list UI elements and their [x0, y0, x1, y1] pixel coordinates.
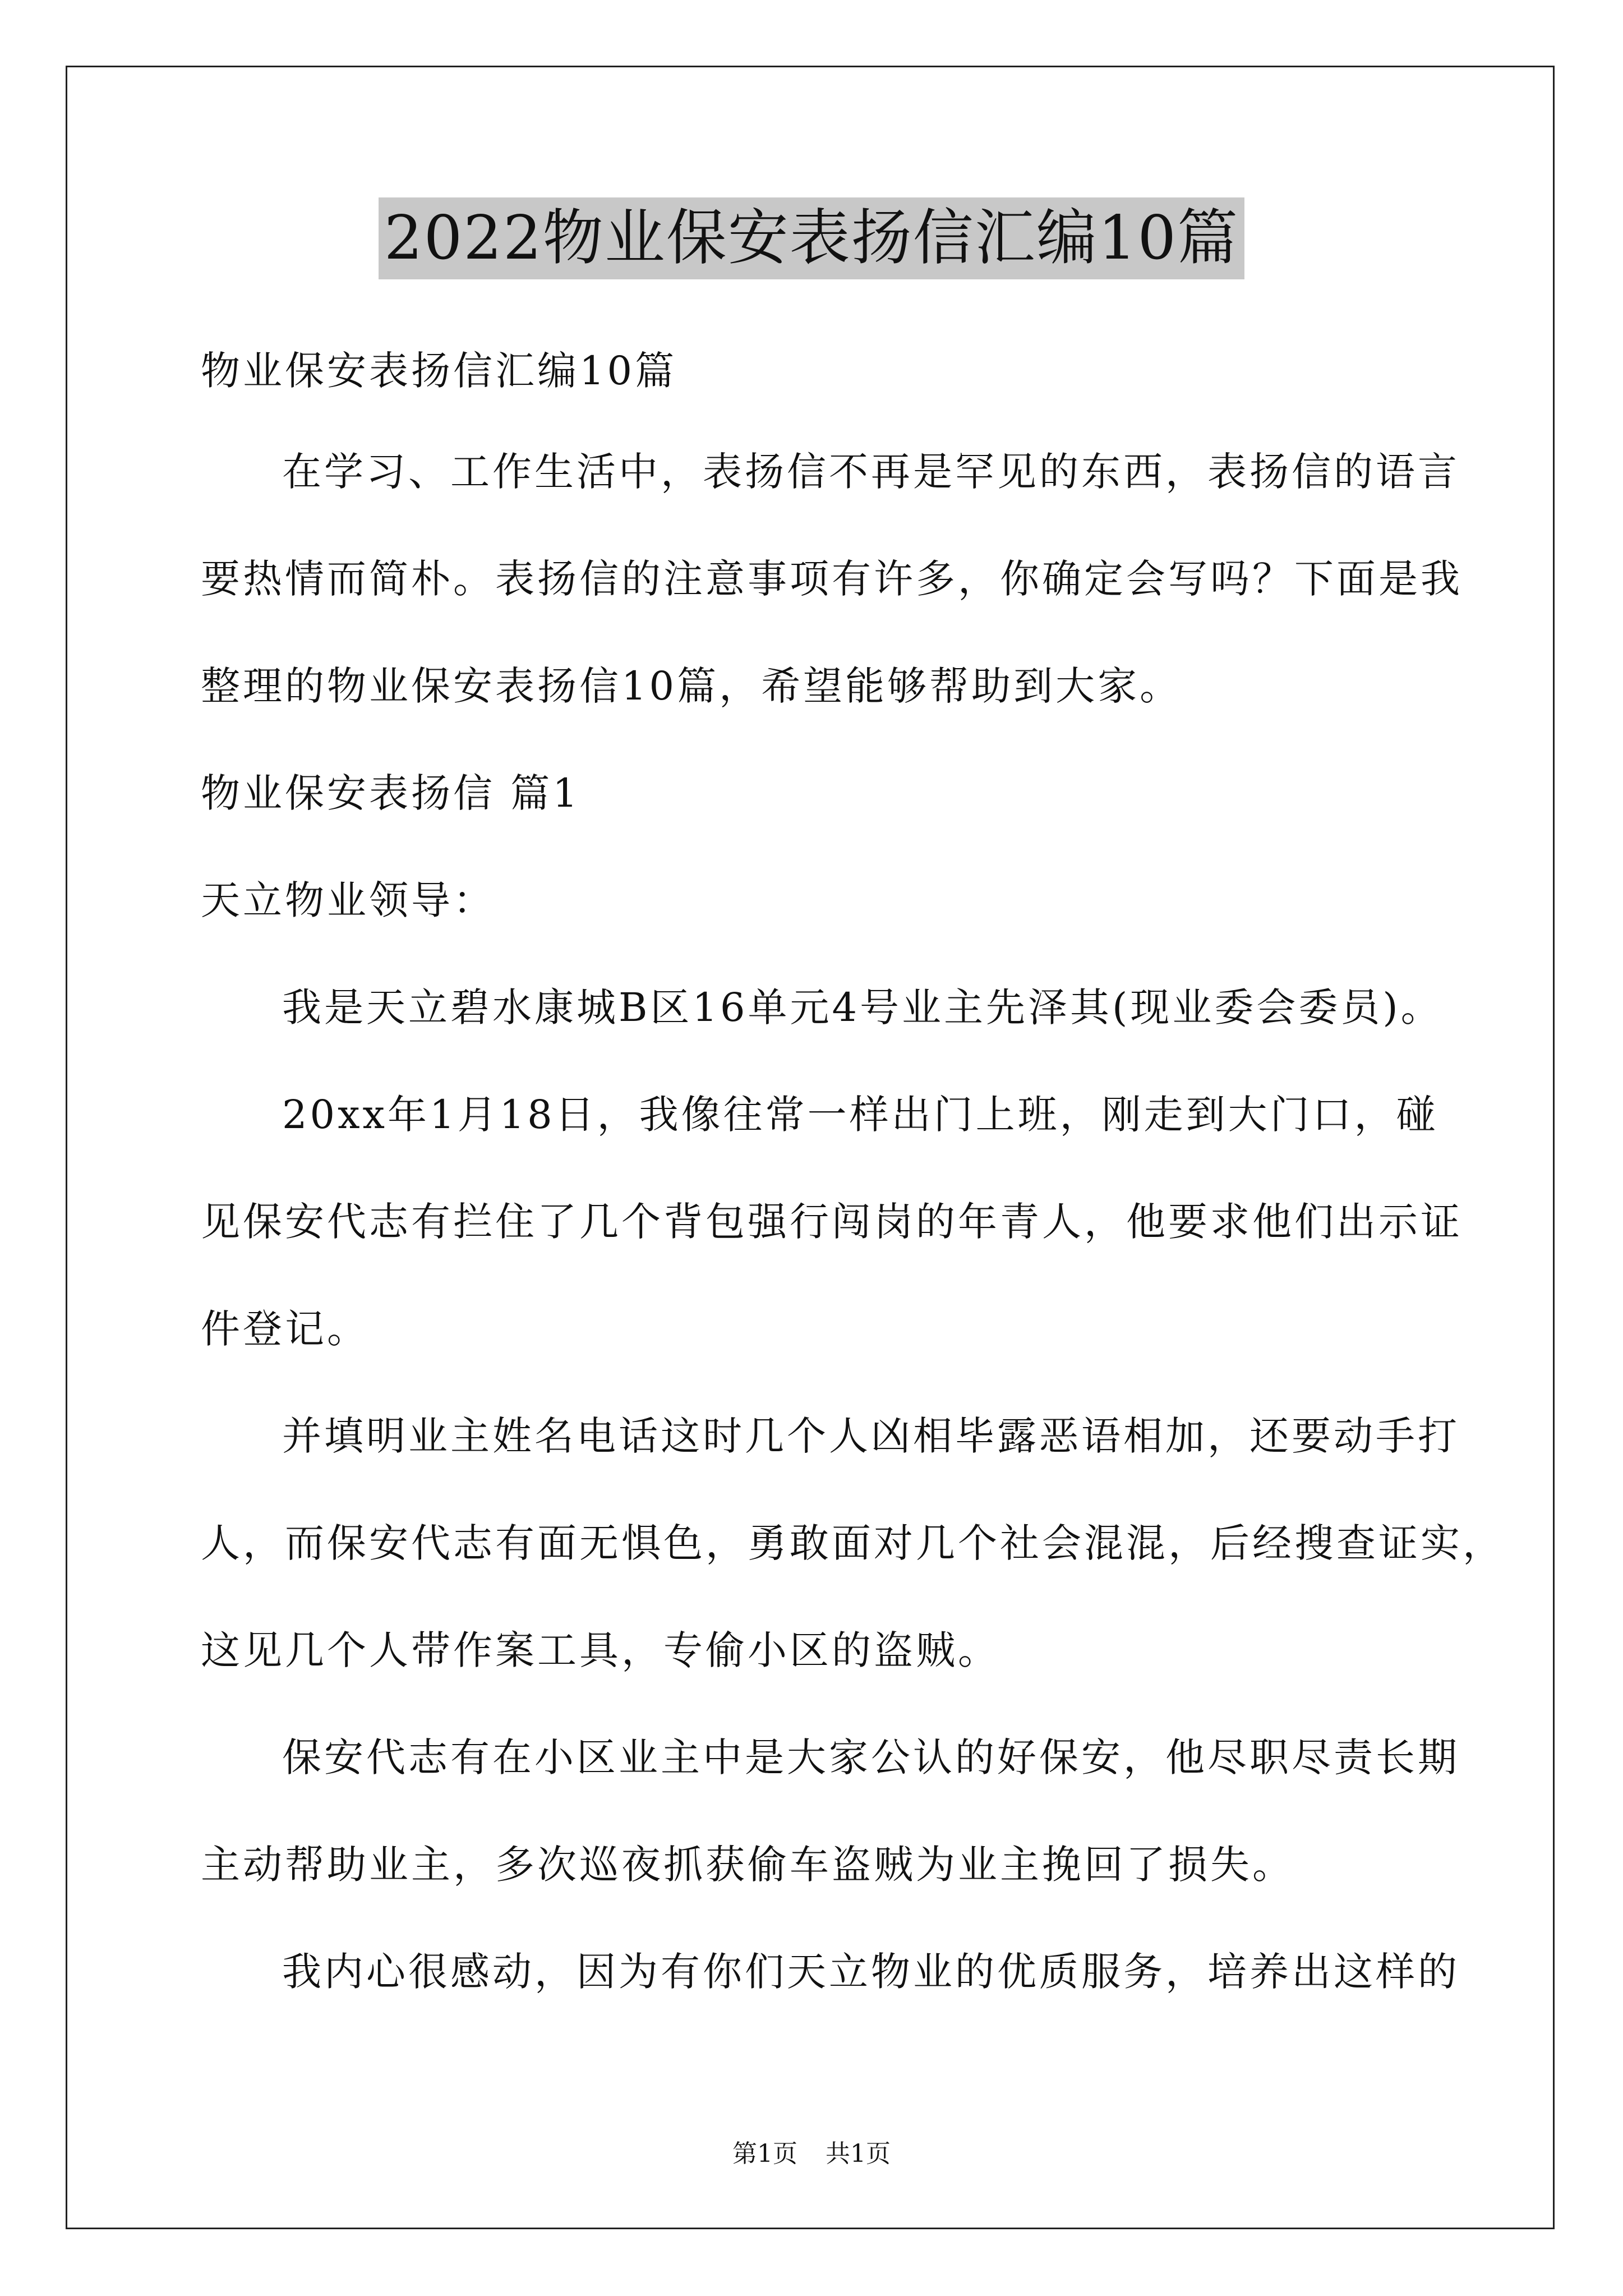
paragraph-line: 我内心很感动，因为有你们天立物业的优质服务，培养出这样的: [282, 1949, 1460, 1995]
paragraph-line: 件登记。: [201, 1306, 369, 1352]
paragraph-line: 保安代志有在小区业主中是大家公认的好保安，他尽职尽责长期: [282, 1734, 1460, 1780]
paragraph-line: 我是天立碧水康城B区16单元4号业主先泽其(现业委会委员)。: [282, 984, 1443, 1030]
paragraph-line: 人，而保安代志有面无惧色，勇敢面对几个社会混混，后经搜查证实，: [201, 1520, 1505, 1566]
page-number: 第1页: [732, 2139, 797, 2168]
page-footer: [0, 2138, 1623, 2170]
subtitle-line: 物业保安表扬信汇编10篇: [201, 348, 677, 394]
paragraph-line: 主动帮助业主，多次巡夜抓获偷车盗贼为业主挽回了损失。: [201, 1842, 1294, 1888]
paragraph-line: 并填明业主姓名电话这时几个人凶相毕露恶语相加，还要动手打: [282, 1413, 1460, 1459]
paragraph-line: 20xx年1月18日，我像往常一样出门上班，刚走到大门口，碰: [282, 1092, 1438, 1138]
paragraph-line: 要热情而简朴。表扬信的注意事项有许多，你确定会写吗？下面是我: [201, 556, 1463, 602]
paragraph-line: 在学习、工作生活中，表扬信不再是罕见的东西，表扬信的语言: [282, 449, 1460, 495]
salutation-line: 天立物业领导：: [201, 877, 495, 923]
document-title: 2022物业保安表扬信汇编10篇: [379, 197, 1244, 279]
paragraph-line: 见保安代志有拦住了几个背包强行闯岗的年青人，他要求他们出示证: [201, 1199, 1463, 1245]
paragraph-line: 这见几个人带作案工具，专偷小区的盗贼。: [201, 1627, 1000, 1673]
page-total: 共1页: [826, 2139, 891, 2168]
paragraph-line: 整理的物业保安表扬信10篇，希望能够帮助到大家。: [201, 663, 1182, 709]
title-container: [0, 197, 1623, 279]
section-heading: 物业保安表扬信 篇1: [201, 770, 580, 816]
